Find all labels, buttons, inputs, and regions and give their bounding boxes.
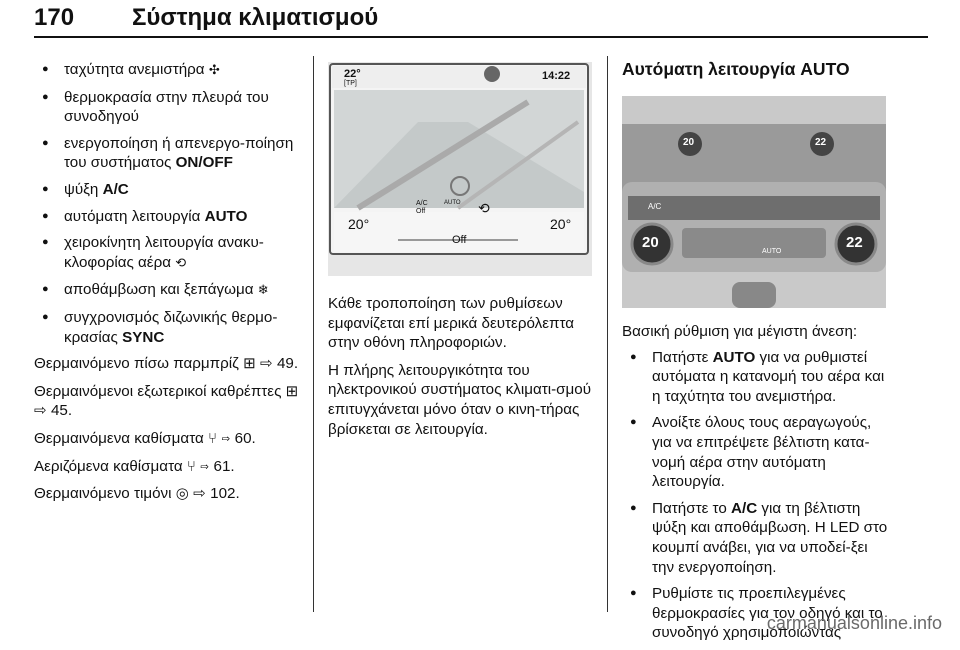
left-bullet-4: ● αυτόματη λειτουργία AUTO: [34, 207, 302, 227]
left-paragraph-0: Θερμαινόμενο πίσω παρμπρίζ ⊞ ⇨ 49.: [34, 355, 299, 373]
page-number: 170: [34, 4, 75, 31]
climate-control-panel-figure: [622, 96, 886, 308]
right-text: [622, 322, 892, 650]
section-heading: Αυτόματη λειτουργία AUTO: [622, 59, 850, 79]
left-paragraphs: [34, 354, 302, 504]
screen-fan-off[interactable]: Off: [452, 234, 467, 246]
watermark: carmanualsonline.info: [766, 613, 942, 633]
panel-ac-button[interactable]: A/C: [648, 202, 662, 211]
left-bullet-7: ● συγχρονισμός διζωνικής θερμο-κρασίας SYNC: [34, 308, 302, 347]
middle-column: [328, 294, 598, 447]
screen-auto[interactable]: AUTO: [444, 200, 461, 206]
panel-auto-button[interactable]: AUTO: [762, 248, 782, 255]
screen-temp-left[interactable]: 20°: [348, 216, 370, 232]
left-bullet-6: ● αποθάμβωση και ξεπάγωμα ❄: [34, 280, 302, 301]
left-bullet-2: ● ενεργοποίηση ή απενεργο-ποίηση του συστήματος ON/OFF: [34, 134, 302, 173]
screen-ac-off[interactable]: A/C Off: [416, 200, 428, 215]
infotainment-screen-figure: [328, 62, 592, 276]
climate-panel-illustration: [622, 96, 886, 308]
inline-symbol-icon: ❄: [257, 283, 269, 299]
column-divider-1: [313, 56, 314, 612]
left-bullet-list: [34, 60, 302, 347]
right-column: [622, 60, 892, 90]
left-column: [34, 60, 302, 512]
screen-tp: [TP]: [344, 80, 357, 87]
left-bullet-0: ● ταχύτητα ανεμιστήρα ✣: [34, 60, 302, 81]
panel-knob-left[interactable]: 20: [642, 234, 659, 251]
right-bullet-3: ● Ρυθμίστε τις προεπιλεγμένες θερμοκρασίες για τον οδηγό και το συνοδηγό χρησιμοποιώντας: [622, 584, 892, 643]
panel-knob-small-left[interactable]: 20: [683, 137, 695, 148]
middle-paragraphs: [328, 294, 598, 439]
page-header: [22, 4, 942, 34]
panel-knob-right[interactable]: 22: [846, 234, 863, 251]
panel-knob-small-right[interactable]: 22: [815, 137, 827, 148]
inline-symbol-icon: ⟲: [175, 255, 187, 271]
right-intro: Βασική ρύθμιση για μέγιστη άνεση:: [622, 323, 858, 340]
right-bullet-list: [622, 348, 892, 643]
left-bullet-1: ● θερμοκρασία στην πλευρά του συνοδηγού: [34, 88, 302, 127]
middle-paragraph-1: Η πλήρης λειτουργικότητα του ηλεκτρονικού συστήματος κλιματι-σμού επιτυγχάνεται μόνο όταν ο κινη-τήρας βρίσκεται σε λειτουργία.: [328, 361, 592, 438]
screen-time: 14:22: [542, 70, 571, 82]
header-rule: [34, 36, 928, 38]
screen-temp-top: 22°: [344, 68, 361, 80]
left-bullet-5: ● χειροκίνητη λειτουργία ανακυ-κλοφορίας αέρα ⟲: [34, 233, 302, 273]
left-paragraph-1: Θερμαινόμενοι εξωτερικοί καθρέπτες ⊞ ⇨ 45.: [34, 382, 299, 420]
chapter-title: Σύστημα κλιματισμού: [132, 4, 379, 31]
screen-temp-right[interactable]: 20°: [550, 216, 572, 232]
left-bullet-3: ● ψύξη A/C: [34, 180, 302, 200]
right-bullet-0: ● Πατήστε AUTO για να ρυθμιστεί αυτόματα η κατανομή του αέρα και η ταχύτητα του ανεμιστήρα.: [622, 348, 892, 407]
inline-symbol-icon: ✣: [208, 63, 220, 78]
right-bullet-2: ● Πατήστε το A/C για τη βέλτιστη ψύξη και αποθάμβωση. Η LED στο κουμπί ανάβει, για να υποδεί-ξει την ενεργοποίηση.: [622, 499, 892, 577]
left-paragraph-4: Θερμαινόμενο τιμόνι ◎ ⇨ 102.: [34, 485, 240, 503]
left-paragraph-2: Θερμαινόμενα καθίσματα ⑂ ⇨ 60.: [34, 429, 256, 447]
column-divider-2: [607, 56, 608, 612]
screen-recirc-icon[interactable]: ⟲: [478, 200, 490, 216]
left-paragraph-3: Αεριζόμενα καθίσματα ⑂ ⇨ 61.: [34, 457, 235, 475]
right-bullet-1: ● Ανοίξτε όλους τους αεραγωγούς, για να επιτρέψετε βέλτιστη κατα-νομή αέρα στην αυτόματη λειτουργία.: [622, 413, 892, 491]
middle-paragraph-0: Κάθε τροποποίηση των ρυθμίσεων εμφανίζεται επί μερικά δευτερόλεπτα στην οθόνη πληροφοριών.: [328, 295, 575, 352]
